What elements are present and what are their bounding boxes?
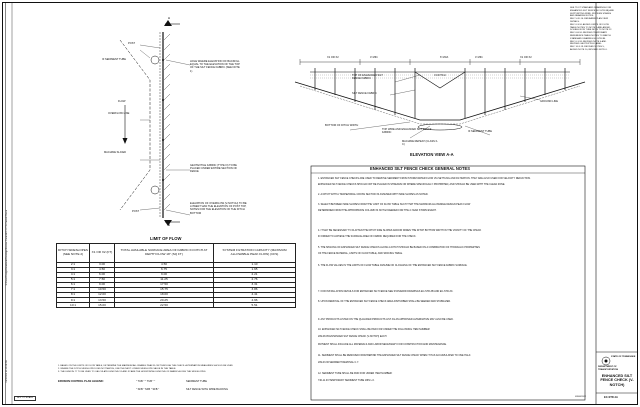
legend-sfb-symbol: " SFB " SFB " SFB " [136, 388, 160, 391]
elevation-view-drawing [290, 50, 590, 160]
revision-line: SUPPORTING WIRE, WOODEN STAKES [570, 12, 612, 15]
table-cell: 4:1 [57, 272, 90, 277]
revision-line: REV. 5-20-16: REDRAWN PLAN VIEW [570, 18, 609, 21]
general-note-line: PAYMENT SHALL INCLUDE ALL MATERIALS AND LABOR NECESSARY FOR CONSTRUCTION AND MAINTENANCE. [318, 343, 447, 346]
section-view-drawing [0, 0, 300, 240]
revision-line: REV. 6-8-16: REVISED TEMPORARY [570, 32, 608, 35]
table-cell: 9.00 [90, 282, 115, 287]
elevation-dim-min-right: 4' MIN. [475, 56, 484, 59]
general-note-line: 209-08.05 ENHANCED SILT FENCE CHECK (V-NOTCH) EACH [318, 335, 387, 338]
section-marker-bottom: A [168, 224, 170, 227]
flow-header-sideslopes: DITCH SIDESLOPES (SEE NOTE 2) [57, 244, 90, 263]
sheet-number: EC-STR-4A [604, 396, 618, 399]
table-cell: 11.25 [115, 277, 214, 282]
flow-table-title: LIMIT OF FLOW [150, 236, 182, 241]
table-cell: 3.00 [90, 262, 115, 267]
legend-sfb-label: SILT FENCE WITH WIRE BACKING [186, 388, 228, 391]
flow-label: FLOW [118, 100, 126, 103]
table-cell: 2.21 [214, 272, 296, 277]
elevation-dim-x2: X1 OR X2 [520, 56, 532, 59]
flow-table-header-row [57, 244, 296, 263]
revision-line: SEE TDOT STANDARD DRAWINGS FOR [570, 7, 612, 9]
general-note-line: 9. ANY PRODUCTS LISTED ON THE QUALIFIED PRODUCTS LIST AS AN APPROVED ALTERNATIVE MAY ALSO BE USED. [318, 318, 454, 321]
date-code: 09/08/2022 [575, 396, 586, 398]
general-notes-title: ENHANCED SILT FENCE CHECK GENERAL NOTES [370, 166, 470, 171]
general-note-line: 8. UPON REMOVAL OF THE ENHANCED SILT FENCE CHECK AREA DISTURBED SHALL BE SEEDED AND STABILIZED. [318, 300, 451, 303]
revision-line: STANDARD DRAWING EC-STR-3B. [570, 37, 606, 40]
scale-label: NOT TO SCALE [14, 396, 36, 401]
table-cell: 2:1 [57, 262, 90, 267]
table-cell: 8:1 [57, 293, 90, 298]
table-cell: 3:1 [57, 267, 90, 272]
table-cell: 15.00 [90, 303, 115, 308]
table-cell: 6:1 [57, 282, 90, 287]
backfill-hatch [164, 34, 170, 210]
table-cell: 17.50 [115, 282, 214, 287]
sediment-tube-top [151, 56, 159, 64]
ditch-bottom-label: BOTTOM OF DITCH WIDTH [325, 124, 359, 127]
general-note-line: OF THE FENCE MATERIAL, LIMITS OF FLOW TABLE, AND SPACING TABLE. [318, 252, 403, 255]
general-note-line: 2. A DITCH WITH A TRAPEZOIDAL CROSS SECTION IS ASSUMED WITH SIDE SLOPES AS NOTED. [318, 193, 429, 196]
revision-line: REV. 10-3-19: REVISED NOTES 5, [570, 46, 605, 49]
footnote: 3. THE LENGTH 'X' TO BE USED TO CALCULATE LENGTHS X1 AND X2 ARE THE HORIZONTAL LENGTHS OF FABRIC ALONG THE SIDESLOPES. [58, 370, 207, 373]
table-cell: 4.96 [214, 298, 296, 303]
state-label: STATE OF TENNESSEE [611, 356, 636, 358]
table-cell: 3.31 [214, 282, 296, 287]
ditch-outline [120, 40, 150, 210]
elevation-dim-post: 6' MAX. [440, 56, 449, 59]
general-note-line: 7. FOR INSTALLATION DETAILS FOR ENHANCED SILT FENCE SEE STANDARD DRAWINGS EC-STR-3B AND EC-STR-3C. [318, 290, 454, 293]
note-bottom-label: ELEVATION OF OVERFLOW (V-NOTCH) TO BE LOWER THAN THE ELEVATION OF POST TOP, NOTES FOR THE ELEVATION OF THE DITCH BOTTOM [190, 202, 247, 215]
sidebar-date: 11/3/2024 10:12:08 PM [6, 360, 8, 383]
table-cell: 18.00 [115, 293, 214, 298]
table-cell: 7:1 [57, 288, 90, 293]
table-cell: 4.50 [115, 262, 214, 267]
table-cell: 9.00 [115, 272, 214, 277]
flow-header-x: X1 OR X2 (FT) [90, 244, 115, 263]
section-cut-arrow-top [164, 20, 172, 26]
general-note-line: DETERMINED FROM THE APPROPRIATE COLUMN IS NOT EXCEEDED FOR THE 2-YEAR STORM EVENT. [318, 209, 437, 212]
table-cell: 10:1 [57, 303, 90, 308]
sediment-tube-elev-label: IF SEDIMENT TUBE [468, 130, 492, 133]
flow-header-area: TOTAL AVAILABLE SURFACE AREA OF FABRIC IN DITCH AT DEPTH FLOW 18" (SQ FT) [115, 244, 214, 263]
table-cell: 9:1 [57, 298, 90, 303]
table-cell: 1.65 [214, 267, 296, 272]
note-top-label: HOLE WHERE ELEVATION OF BACKFILL EQUAL TO THE ELEVATION OF THE TOP OF THE SILT FENCE FABRIC (SEE NOTE 1) [190, 60, 240, 73]
revision-line: REVISED GEOTEXTILE LABEL. [570, 43, 602, 46]
table-cell: 5.51 [214, 303, 296, 308]
revision-line: REFERENCE TABLE NOTES TO MATCH [570, 34, 611, 37]
table-cell: 4.41 [214, 293, 296, 298]
section-marker-top: A [168, 17, 170, 20]
footnote: 1. BASED ON THE LIMITS OF FLOW TABLE, DETERMINE THE MAXIMUM ALLOWABLE PEAK FLOW THROUGH THE CHECK. ALTERNATIVE MEASURES SHOULD BE USED [58, 365, 233, 367]
elevation-dim-min-left: 4' MIN. [370, 56, 379, 59]
footnote: 2. WHERE THE DITCH SIDESLOPE DOES NOT MATCH, USE THE NEXT LOWER SIDESLOPE VALUE IN THE TABLE. [58, 367, 177, 370]
general-note-line: 6. THE FLOW VALUES IN THE LIMITS OF FLOW TABLE ASSUME NO CLOGGING OF THE ENHANCED SILT FENCE FABRIC SURFACE. [318, 264, 468, 267]
table-cell: 6.75 [115, 267, 214, 272]
general-note-line: 209-03.36 SEDIMENT REMOVAL C.Y. [318, 361, 359, 364]
table-cell: 15.75 [115, 288, 214, 293]
machine-repeat-label: MACHINE REPEAT (CLASS II-C) [402, 140, 438, 147]
general-note-line: 4. IT MAY BE NECESSARY TO FLATTEN THE DITCH SIDE SLOPES AND/OR WIDEN THE DITCH BOTTOM WIDTH IN THE VICINITY OF THE CHECK [318, 229, 482, 232]
general-note-line: 5. THE SPACING OF ENHANCED SILT FENCE CHECKS ALONG A DITCH SHOULD BE BASED ON A COMBINATION OF HYDRAULIC PROPERTIES [318, 246, 480, 249]
elevation-view-title: ELEVATION VIEW A-A [410, 152, 454, 157]
sediment-tube-bottom [151, 186, 159, 194]
revision-line: DOUBLE ROW TUBE NOTE TO NOTE 12. [570, 29, 612, 32]
general-note-line: 1. ENHANCED SILT FENCE CHECKS ARE USED TO REMOVE SEDIMENT FROM STORM WATER FLOW VIA SETTLING AND FILTRATION. THEY ARE ALSO USED FOR VELOCITY REDUCTION. [318, 177, 531, 180]
flow-header-capacity: SYSTEM FILTRATION CAPACITY (MAXIMUM ALLOWABLE PEAK FLOW) (CFS) [214, 244, 296, 263]
fabric-layer-label: TOP WIRE AND ENHANCED SILT FENCE FABRIC [382, 128, 432, 135]
revision-line: AND BEARING NOTES. [570, 15, 594, 18]
table-footnotes [58, 365, 298, 373]
sidebar-path: S:\Road Design\Standards\Drawings\Erosion Control\EC-07TN-Vnotch Check [6, 210, 8, 286]
limit-of-flow-table [56, 243, 296, 308]
legend-title: EROSION CONTROL PLAN LEGEND: [58, 380, 104, 383]
legend-tube-label: SEDIMENT TUBE [186, 380, 207, 383]
ground-line-label: GROUND LINE [540, 100, 559, 103]
post-label-bottom: POST [132, 210, 140, 213]
machine-sliced-label: MACHINE SLICED [104, 151, 127, 154]
post-label: POST [128, 42, 136, 45]
revision-line: REV. 6-3-16: ADDED LIMITS OF FLOW [570, 23, 609, 26]
overflow-label: OVERFLOW LINE [108, 112, 130, 115]
revision-line: REV. 6-1-18: REVISED NOTE 4 AND [570, 40, 607, 43]
general-note-line: ENHANCED SILT FENCE CHECKS SHOULD NOT BE PLACED IN STREAMS OR WHERE SPECIFICALLY PROHIBITED, AND SHOULD BE USED WITH THE CLEAN ZONE. [318, 183, 506, 186]
drawing-title: ENHANCED SILT FENCE CHECK (V-NOTCH) [600, 374, 634, 387]
revision-notes [570, 7, 636, 52]
table-cell: 6.00 [90, 272, 115, 277]
table-cell: 7.50 [90, 277, 115, 282]
general-note-line: 10. ENHANCED SILT FENCE CHECK SHALL BE PAID FOR UNDER THE FOLLOWING ITEM NUMBER: [318, 328, 431, 331]
silt-fence-fabric-label: SILT FENCE FABRIC [352, 92, 377, 95]
general-note-line: 11. SEDIMENT SHALL BE REMOVED FROM BEHIND THE ENHANCED SILT FENCE CHECK WHEN IT HAS ACCUMULATED TO ONE HALF. [318, 354, 471, 357]
v-notch-label: V-NOTCH [434, 74, 446, 77]
general-note-line: IN ORDER TO ACHIEVE THE SURFACE AREA OF FABRIC REQUIRED FOR THE CHECK. [318, 235, 417, 238]
elevation-dim-x1: X1 OR X2 [327, 56, 339, 59]
legend-tube-symbol: " TUB " " TUB " " [136, 380, 156, 383]
table-cell: 4.50 [90, 267, 115, 272]
table-row [57, 303, 296, 308]
general-note-line: 3. SELECT BETWEEN SIDE SLOPES FROM THE 'LIMIT OF FLOW' TABLE SUCH THAT THE MAXIMUM ALLOWABLE DESIGN PEAK FLOW [318, 203, 471, 206]
revision-line: DETAILS. [570, 20, 580, 23]
revision-line: ADDED NOTE 10, REVISED NOTE 6. [570, 48, 608, 51]
table-cell: 1.10 [214, 262, 296, 267]
table-cell: 5:1 [57, 277, 90, 282]
revision-line: ENHANCED SILT FENCE (EC-STR-3B) AND [570, 9, 615, 12]
top-fabric-label: TOP OF ENHANCED SILT FENCE FABRIC [352, 74, 383, 81]
table-cell: 12.00 [90, 293, 115, 298]
table-cell: 13.50 [90, 298, 115, 303]
table-cell: 10.50 [90, 288, 115, 293]
dept-label: DEPARTMENT OF TRANSPORTATION [598, 366, 619, 371]
sediment-tube-label: IF SEDIMENT TUBE [102, 58, 126, 61]
table-cell: 22.50 [115, 303, 214, 308]
table-cell: 2.76 [214, 277, 296, 282]
table-cell: 20.25 [115, 298, 214, 303]
general-note-line: 12. SEDIMENT TUBE SHALL BE PAID FOR UNDER ITEM NUMBER: [318, 372, 393, 375]
revision-line: TABLE NOTES TO NOTE 2 AND ADDED [570, 26, 611, 29]
general-note-line: 740-11.03 TEMPORARY SEDIMENT TUBE 18IN L.F. [318, 379, 375, 382]
flow-arrow-head [123, 138, 128, 144]
general-notes-frame [310, 165, 586, 401]
geotextile-fabric-label: GEOTEXTILE FABRIC (TYPE III) TO BE PLACED UNDER ENTIRE SECTION OF FENCE [190, 164, 238, 174]
table-cell: 3.86 [214, 288, 296, 293]
ditch-fabric-line [300, 86, 580, 124]
